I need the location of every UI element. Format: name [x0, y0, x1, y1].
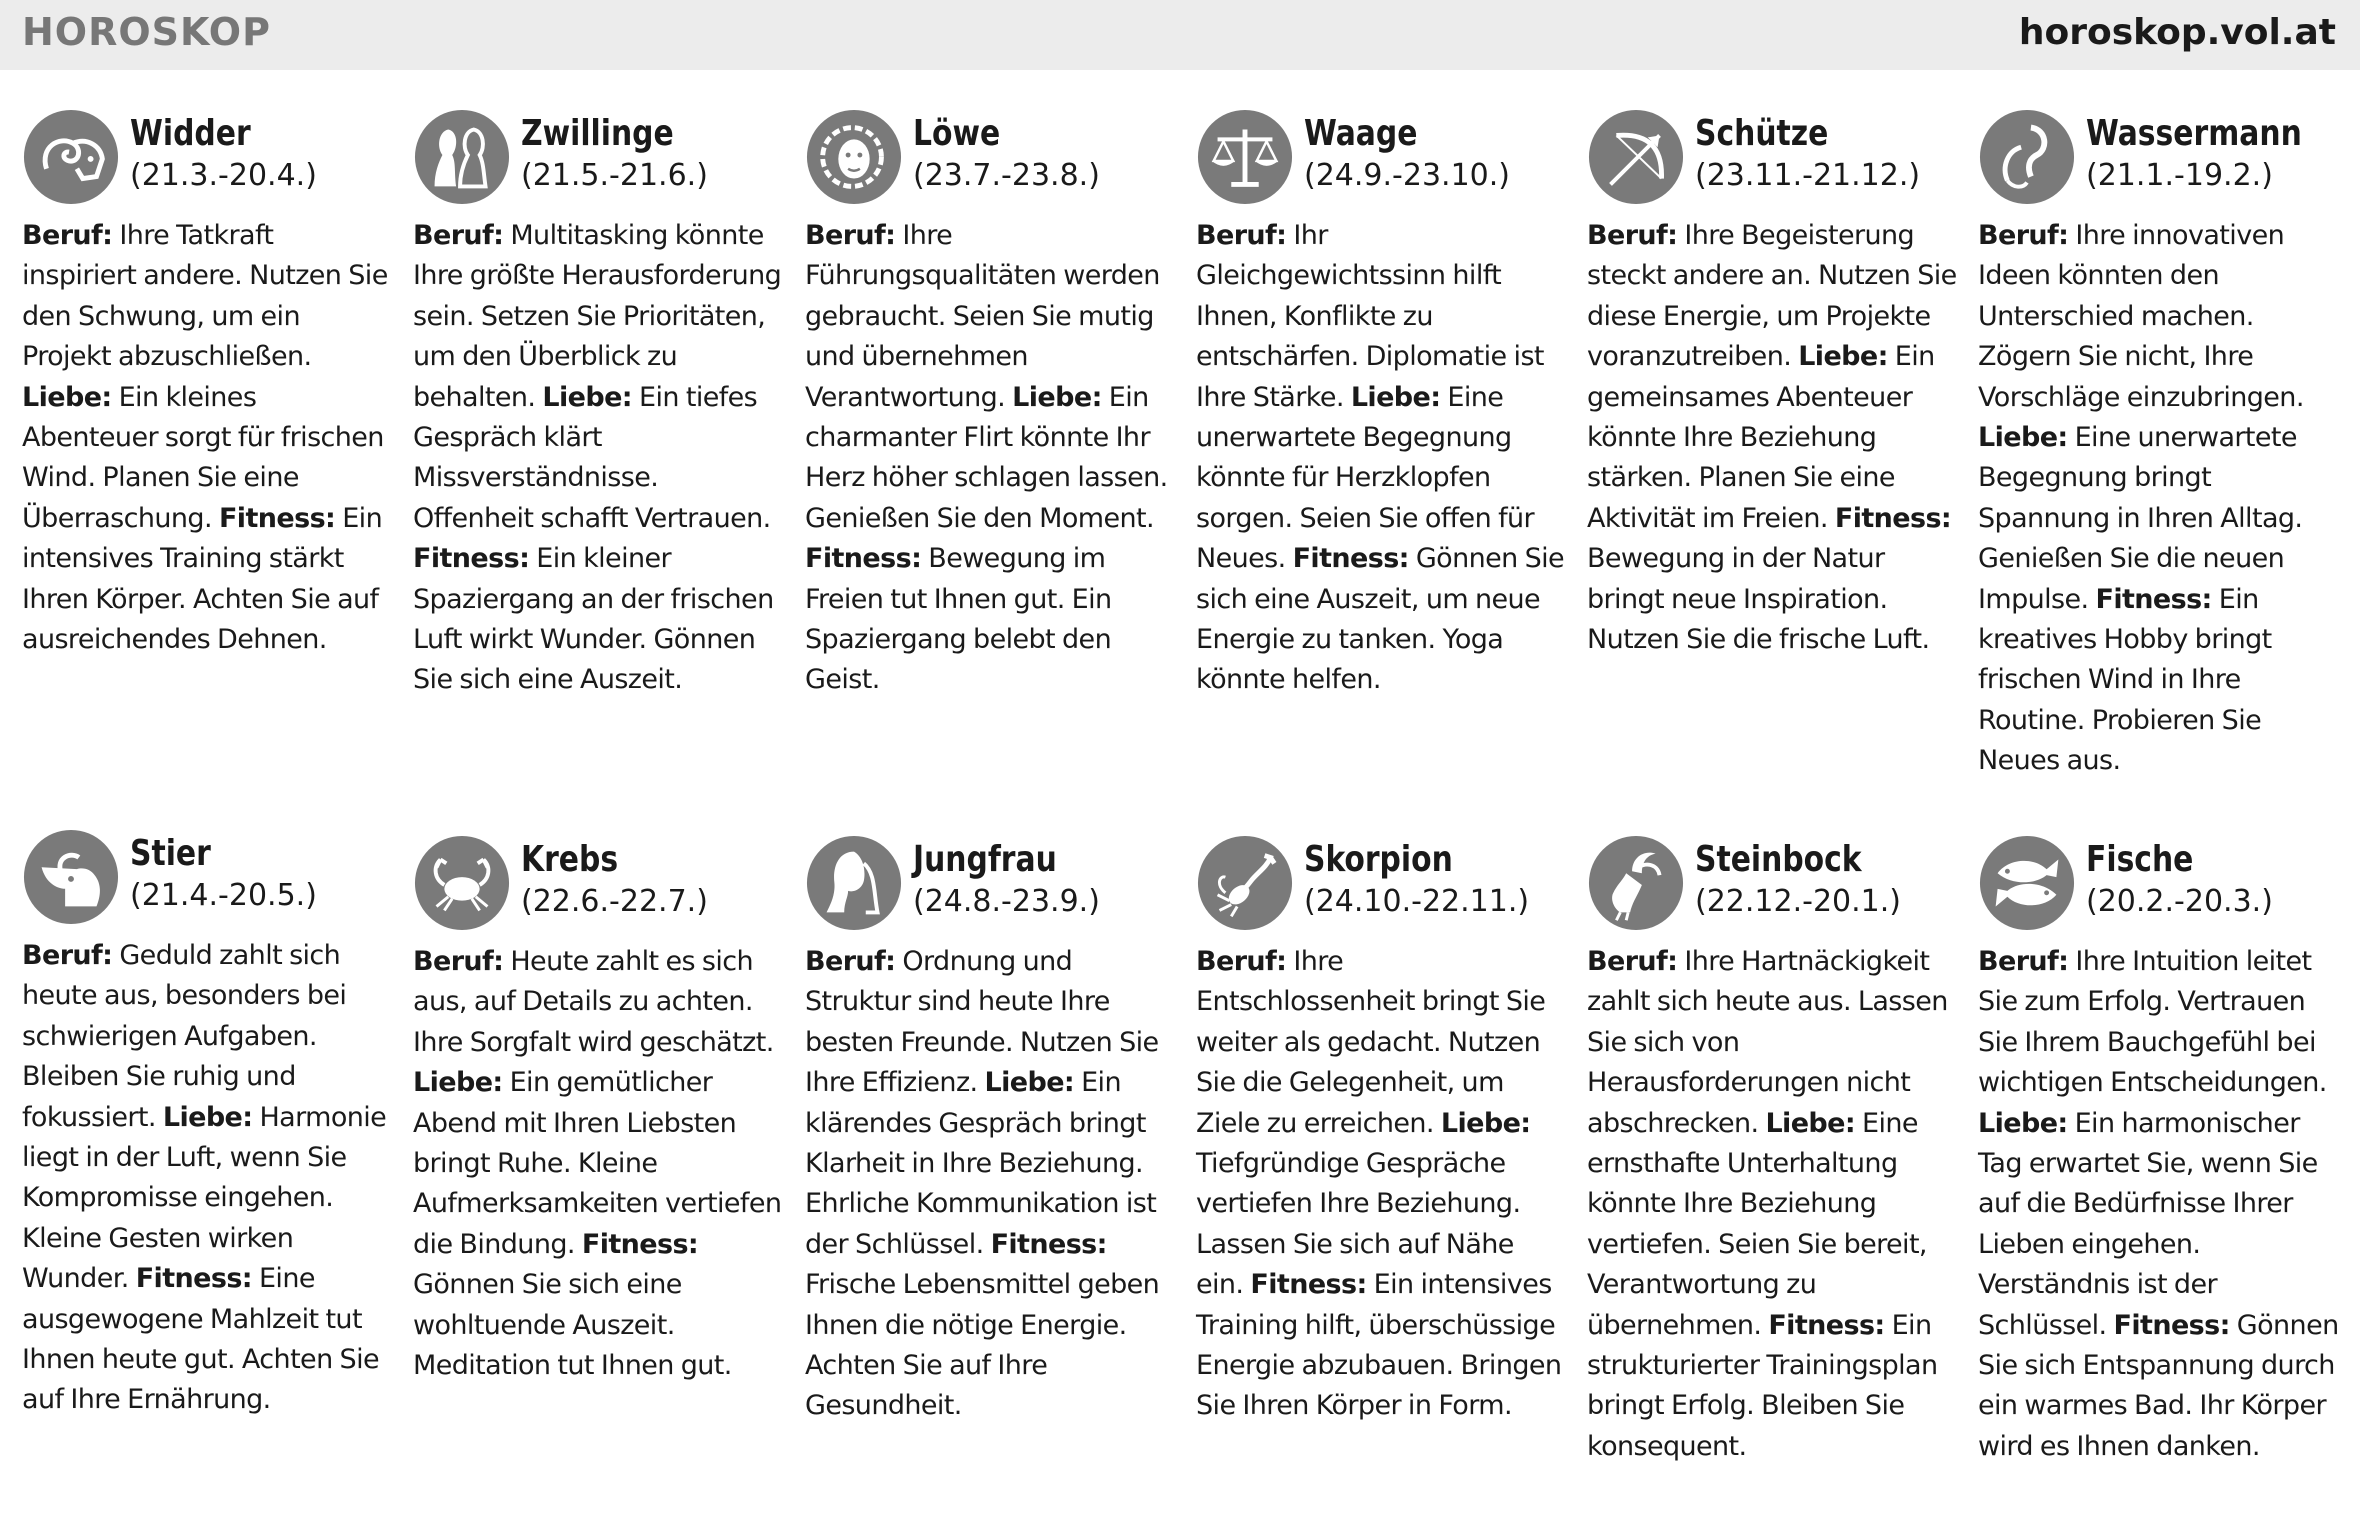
header-bar	[0, 0, 2360, 70]
scales-icon	[1196, 108, 1294, 206]
sign-text	[22, 936, 392, 1421]
label-beruf: Beruf:	[805, 220, 896, 251]
label-fitness: Fitness:	[990, 1228, 1107, 1260]
text-beruf: Heute zahlt es sich aus, auf Details zu achten. Ihre Sorgfalt wird geschätzt.	[413, 946, 774, 1058]
goat-icon	[1587, 834, 1685, 932]
label-liebe: Liebe:	[1798, 341, 1888, 373]
sign-text	[1587, 942, 1957, 1467]
label-beruf: Beruf:	[22, 220, 113, 251]
label-liebe: Liebe:	[1978, 422, 2068, 454]
text-beruf: Ihre Intuition leitet Sie zum Erfolg. Vertrauen Sie Ihrem Bauchgefühl bei wichtigen Entscheidungen.	[1978, 946, 2327, 1099]
sign-steinbock	[1587, 834, 1957, 1467]
sign-dates: (21.4.-20.5.)	[130, 878, 317, 913]
text-fitness: Ein kreatives Hobby bringt frischen Wind in Ihre Routine. Probieren Sie Neues aus.	[1978, 583, 2272, 777]
sign-zwillinge	[413, 108, 783, 701]
text-fitness: Gönnen Sie sich eine Auszeit, um neue Energie zu tanken. Yoga könnte helfen.	[1196, 543, 1565, 696]
label-liebe: Liebe:	[1350, 381, 1441, 413]
sign-stier	[22, 828, 392, 1421]
sign-skorpion	[1196, 834, 1566, 1427]
twins-icon	[413, 108, 511, 206]
text-beruf: Ihre innovativen Ideen könnten den Unterschied machen. Zögern Sie nicht, Ihre Vorschläge einzubringen.	[1978, 220, 2304, 413]
sign-dates: (24.10.-22.11.)	[1304, 884, 1530, 919]
label-liebe: Liebe:	[162, 1101, 253, 1133]
text-liebe: Ein gemeinsames Abenteuer könnte Ihre Beziehung stärken. Planen Sie eine Aktivität im Freien.	[1587, 341, 1935, 534]
sign-header	[22, 108, 392, 216]
bull-icon	[22, 828, 120, 926]
sign-wassermann	[1978, 108, 2348, 782]
label-beruf: Beruf:	[1196, 220, 1287, 251]
sign-dates: (24.9.-23.10.)	[1304, 158, 1510, 193]
text-beruf: Ihre Führungsqualitäten werden gebraucht. Seien Sie mutig und übernehmen Verantwortung.	[805, 220, 1160, 413]
ram-icon	[22, 108, 120, 206]
sign-header	[413, 108, 783, 216]
label-beruf: Beruf:	[805, 946, 896, 977]
fish-icon	[1978, 834, 2076, 932]
label-beruf: Beruf:	[413, 220, 504, 251]
text-liebe: Eine unerwartete Begegnung bringt Spannung in Ihren Alltag. Genießen Sie die neuen Impulse.	[1978, 422, 2303, 615]
sign-text	[805, 942, 1175, 1427]
label-fitness: Fitness:	[413, 543, 530, 575]
sign-text	[1978, 216, 2348, 782]
label-liebe: Liebe:	[22, 381, 112, 413]
sign-name: Stier	[130, 833, 211, 874]
sign-name: Fische	[2086, 839, 2194, 880]
sign-header	[1978, 834, 2348, 942]
text-liebe: Eine ernsthafte Unterhaltung könnte Ihre Beziehung vertiefen. Seien Sie bereit, Verantwortung zu übernehmen.	[1587, 1107, 1927, 1341]
virgin-icon	[805, 834, 903, 932]
sign-header	[1196, 834, 1566, 942]
sign-loewe	[805, 108, 1175, 701]
sign-text	[805, 216, 1175, 701]
label-beruf: Beruf:	[22, 940, 113, 971]
sign-name: Widder	[130, 113, 251, 154]
sign-name: Wassermann	[2086, 113, 2302, 154]
sign-header	[22, 828, 392, 936]
text-fitness: Gönnen Sie sich eine wohltuende Auszeit. Meditation tut Ihnen gut.	[413, 1269, 732, 1382]
label-fitness: Fitness:	[1768, 1309, 1885, 1341]
text-beruf: Geduld zahlt sich heute aus, besonders bei schwierigen Aufgaben. Bleiben Sie ruhig und fokussiert.	[22, 940, 347, 1133]
sign-dates: (21.3.-20.4.)	[130, 158, 317, 193]
sign-text	[1196, 216, 1566, 701]
sign-dates: (22.6.-22.7.)	[521, 884, 708, 919]
text-fitness: Ein intensives Training stärkt Ihren Körper. Achten Sie auf ausreichendes Dehnen.	[22, 502, 383, 656]
sign-header	[805, 834, 1175, 942]
sign-header	[413, 834, 783, 942]
sign-dates: (23.11.-21.12.)	[1695, 158, 1921, 193]
text-beruf: Ihre Begeisterung steckt andere an. Nutzen Sie diese Energie, um Projekte voranzutreiben.	[1587, 220, 1957, 373]
label-beruf: Beruf:	[413, 946, 504, 977]
sign-jungfrau	[805, 834, 1175, 1427]
label-beruf: Beruf:	[1196, 946, 1287, 977]
header-url[interactable]: horoskop.vol.at	[2018, 12, 2336, 53]
label-liebe: Liebe:	[1978, 1107, 2068, 1139]
text-beruf: Ihre Hartnäckigkeit zahlt sich heute aus. Lassen Sie sich von Herausforderungen nicht abschrecken.	[1587, 946, 1948, 1139]
sign-name: Krebs	[521, 839, 619, 880]
text-fitness: Ein intensives Training hilft, überschüssige Energie abzubauen. Bringen Sie Ihren Körper in Form.	[1196, 1269, 1562, 1422]
label-fitness: Fitness:	[135, 1263, 252, 1295]
text-liebe: Ein klärendes Gespräch bringt Klarheit in Ihre Beziehung. Ehrliche Kommunikation ist der Schlüssel.	[805, 1067, 1157, 1260]
text-liebe: Ein charmanter Flirt könnte Ihr Herz höher schlagen lassen. Genießen Sie den Moment.	[805, 381, 1168, 534]
sign-name: Steinbock	[1695, 839, 1862, 880]
text-fitness: Eine ausgewogene Mahlzeit tut Ihnen heute gut. Achten Sie auf Ihre Ernährung.	[22, 1263, 380, 1416]
label-liebe: Liebe:	[542, 381, 632, 413]
sign-text	[1587, 216, 1957, 660]
text-fitness: Frische Lebensmittel geben Ihnen die nötige Energie. Achten Sie auf Ihre Gesundheit.	[805, 1269, 1160, 1422]
header-title: HOROSKOP	[22, 10, 271, 54]
label-fitness: Fitness:	[2095, 583, 2212, 615]
text-beruf: Multitasking könnte Ihre größte Herausforderung sein. Setzen Sie Prioritäten, um den Überblick zu behalten.	[413, 220, 782, 413]
text-fitness: Ein kleiner Spaziergang an der frischen Luft wirkt Wunder. Gönnen Sie sich eine Auszeit.	[413, 543, 774, 696]
label-fitness: Fitness:	[2113, 1309, 2230, 1341]
text-liebe: Tiefgründige Gespräche vertiefen Ihre Beziehung. Lassen Sie sich auf Nähe ein.	[1196, 1148, 1521, 1301]
sign-name: Löwe	[913, 113, 1001, 154]
sign-dates: (24.8.-23.9.)	[913, 884, 1100, 919]
horoscope-grid	[0, 70, 2360, 1531]
label-fitness: Fitness:	[218, 502, 336, 534]
sign-header	[1978, 108, 2348, 216]
archer-icon	[1587, 108, 1685, 206]
sign-dates: (21.1.-19.2.)	[2086, 158, 2273, 193]
sign-dates: (22.12.-20.1.)	[1695, 884, 1901, 919]
text-fitness: Bewegung im Freien tut Ihnen gut. Ein Spaziergang belebt den Geist.	[805, 543, 1112, 696]
label-fitness: Fitness:	[1250, 1269, 1367, 1301]
sign-name: Skorpion	[1304, 839, 1453, 880]
sign-text	[1978, 942, 2348, 1467]
label-liebe: Liebe:	[413, 1067, 503, 1099]
sign-dates: (20.2.-20.3.)	[2086, 884, 2273, 919]
sign-krebs	[413, 834, 783, 1386]
label-fitness: Fitness:	[1292, 543, 1409, 575]
sign-header	[805, 108, 1175, 216]
text-liebe: Ein gemütlicher Abend mit Ihren Liebsten bringt Ruhe. Kleine Aufmerksamkeiten vertiefen die Bindung.	[413, 1067, 782, 1260]
sign-schuetze	[1587, 108, 1957, 660]
text-beruf: Ihr Gleichgewichtssinn hilft Ihnen, Konflikte zu entschärfen. Diplomatie ist Ihre Stärke.	[1196, 220, 1544, 413]
scorpion-icon	[1196, 834, 1294, 932]
sign-name: Jungfrau	[913, 839, 1057, 880]
label-beruf: Beruf:	[1978, 220, 2069, 251]
label-beruf: Beruf:	[1587, 946, 1678, 977]
sign-waage	[1196, 108, 1566, 701]
sign-dates: (23.7.-23.8.)	[913, 158, 1100, 193]
sign-name: Waage	[1304, 113, 1418, 154]
sign-text	[22, 216, 392, 660]
text-liebe: Harmonie liegt in der Luft, wenn Sie Kompromisse eingehen. Kleine Gesten wirken Wunder.	[22, 1101, 387, 1295]
crab-icon	[413, 834, 511, 932]
sign-fische	[1978, 834, 2348, 1467]
text-beruf: Ihre Entschlossenheit bringt Sie weiter als gedacht. Nutzen Sie die Gelegenheit, um Ziele zu erreichen.	[1196, 946, 1546, 1139]
sign-widder	[22, 108, 392, 660]
text-liebe: Eine unerwartete Begegnung könnte für Herzklopfen sorgen. Seien Sie offen für Neues.	[1196, 381, 1534, 575]
text-fitness: Ein strukturierter Trainingsplan bringt Erfolg. Bleiben Sie konsequent.	[1587, 1309, 1938, 1462]
sign-header	[1587, 834, 1957, 942]
text-beruf: Ordnung und Struktur sind heute Ihre besten Freunde. Nutzen Sie Ihre Effizienz.	[805, 946, 1159, 1099]
label-beruf: Beruf:	[1978, 946, 2069, 977]
sign-header	[1587, 108, 1957, 216]
text-beruf: Ihre Tatkraft inspiriert andere. Nutzen Sie den Schwung, um ein Projekt abzuschließen.	[22, 220, 388, 373]
label-liebe: Liebe:	[984, 1067, 1075, 1099]
label-fitness: Fitness:	[1834, 502, 1952, 534]
sign-text	[1196, 942, 1566, 1427]
text-fitness: Bewegung in der Natur bringt neue Inspiration. Nutzen Sie die frische Luft.	[1587, 543, 1930, 656]
label-fitness: Fitness:	[581, 1228, 699, 1260]
sign-header	[1196, 108, 1566, 216]
label-beruf: Beruf:	[1587, 220, 1678, 251]
text-fitness: Gönnen Sie sich Entspannung durch ein warmes Bad. Ihr Körper wird es Ihnen danken.	[1978, 1309, 2339, 1462]
label-fitness: Fitness:	[805, 543, 922, 575]
lion-icon	[805, 108, 903, 206]
sign-text	[413, 216, 783, 701]
water-bearer-icon	[1978, 108, 2076, 206]
label-liebe: Liebe:	[1012, 381, 1102, 413]
text-liebe: Ein tiefes Gespräch klärt Missverständnisse. Offenheit schafft Vertrauen.	[413, 381, 771, 534]
sign-text	[413, 942, 783, 1386]
label-liebe: Liebe:	[1440, 1107, 1531, 1139]
label-liebe: Liebe:	[1765, 1107, 1856, 1139]
sign-name: Zwillinge	[521, 113, 674, 154]
text-liebe: Ein harmonischer Tag erwartet Sie, wenn Sie auf die Bedürfnisse Ihrer Lieben eingehen. Verständnis ist der Schlüssel.	[1978, 1107, 2318, 1341]
text-liebe: Ein kleines Abenteuer sorgt für frischen Wind. Planen Sie eine Überraschung.	[22, 381, 384, 534]
sign-dates: (21.5.-21.6.)	[521, 158, 708, 193]
sign-name: Schütze	[1695, 113, 1829, 154]
